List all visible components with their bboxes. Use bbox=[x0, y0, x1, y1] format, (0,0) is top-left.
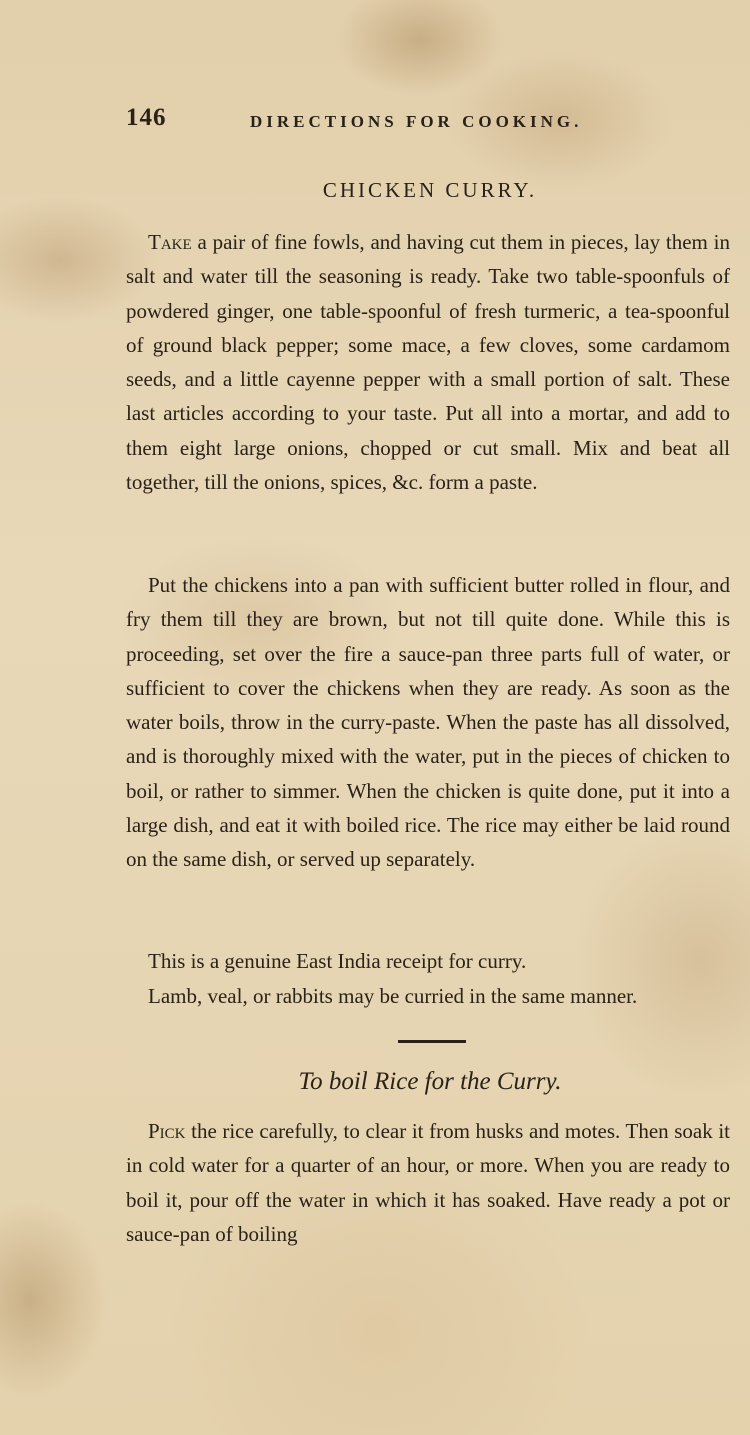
page-number: 146 bbox=[126, 104, 167, 131]
paragraph-text: This is a genuine East India receipt for curry. bbox=[148, 949, 527, 973]
paragraph-variation bbox=[126, 979, 730, 1013]
paragraph-text bbox=[126, 1114, 730, 1251]
paragraph-seasoning bbox=[126, 225, 730, 499]
paragraph-body: the rice carefully, to clear it from husks and motes. Then soak it in cold water for a quarter of an hour, or more. When you are ready to boil it, pour off the water in which it has soaked. Have ready a pot or sauce-pan of boiling bbox=[126, 1119, 730, 1246]
paragraph-text: Lamb, veal, or rabbits may be curried in the same manner. bbox=[148, 984, 638, 1008]
lead-word: Take bbox=[148, 230, 192, 254]
section-divider bbox=[398, 1040, 466, 1043]
paragraph-note bbox=[126, 944, 730, 978]
running-head: DIRECTIONS FOR COOKING. bbox=[250, 112, 583, 131]
recipe-title: To boil Rice for the Curry. bbox=[298, 1068, 562, 1095]
paragraph-cooking bbox=[126, 568, 730, 877]
lead-word: Pick bbox=[148, 1119, 186, 1143]
section-title: CHICKEN CURRY. bbox=[322, 178, 538, 202]
paragraph-text: Put the chickens into a pan with sufficient butter rolled in flour, and fry them till they are brown, but not till quite done. While this is proceeding, set over the fire a sauce-pan three parts full of water, or sufficient to cover the chickens when they are ready. As soon as the water boils, throw in the curry-paste. When the paste has all dissolved, and is thoroughly mixed with the water, put in the pieces of chicken to boil, or rather to simmer. When the chicken is quite done, put it into a large dish, and eat it with boiled rice. The rice may either be laid round on the same dish, or served up separately. bbox=[126, 573, 730, 872]
paragraph-rice bbox=[126, 1114, 730, 1251]
page-header bbox=[126, 104, 736, 138]
paragraph-text bbox=[126, 225, 730, 499]
paragraph-body: a pair of fine fowls, and having cut them in pieces, lay them in salt and water till the seasoning is ready. Take two table-spoonfuls of powdered ginger, one table-spoonful of fresh turmeric, a tea-spoonful of ground black pepper; some mace, a few cloves, some cardamom seeds, and a little cayenne pepper with a small portion of salt. These last articles according to your taste. Put all into a mortar, and add to them eight large onions, chopped or cut small. Mix and beat all together, till the onions, spices, &c. form a paste. bbox=[126, 230, 730, 495]
